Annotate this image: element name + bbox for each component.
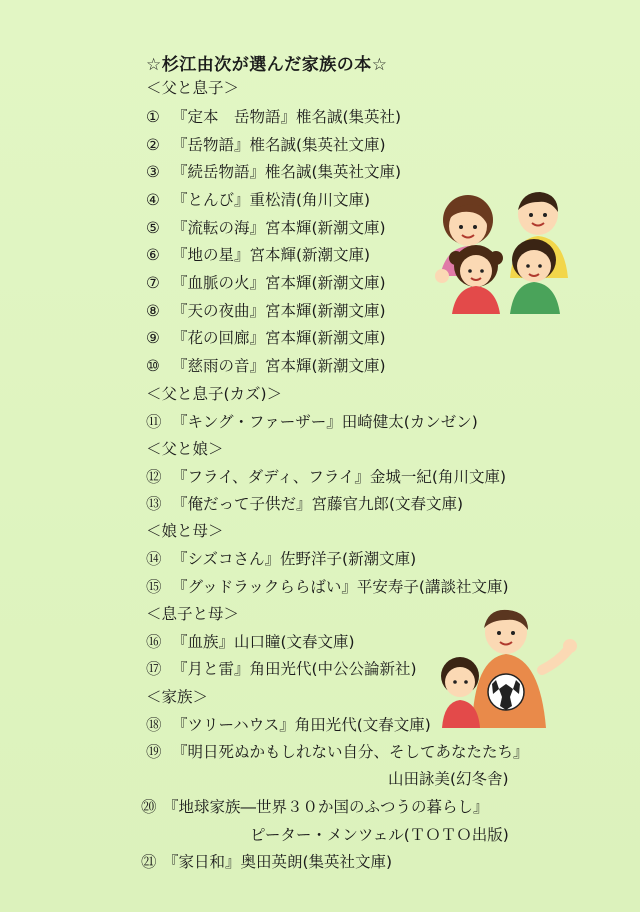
item-text: 『血脈の火』宮本輝(新潮文庫) (172, 274, 386, 292)
book-item-1 (146, 107, 401, 127)
item-number: ⑰ (146, 660, 162, 678)
book-item-2 (146, 135, 386, 155)
child-figure (441, 657, 480, 728)
item-text: 『とんび』重松清(角川文庫) (172, 191, 371, 209)
book-item-19 (146, 742, 529, 762)
item-number: ⑲ (146, 743, 162, 761)
section-header-father-daughter: ＜父と娘＞ (146, 440, 224, 458)
item-number: ⑱ (146, 716, 162, 734)
book-item-13 (146, 494, 463, 514)
section-header-father-son-kazu: ＜父と息子(カズ)＞ (146, 385, 283, 403)
item-number: ⑳ (141, 798, 157, 816)
section-header-family: ＜家族＞ (146, 688, 209, 706)
item-text: 『キング・ファーザー』田崎健太(カンゼン) (172, 413, 478, 431)
book-item-16 (146, 632, 355, 652)
item-number: ⑥ (146, 246, 160, 264)
item-number: ⑭ (146, 550, 162, 568)
item-text: 『慈雨の音』宮本輝(新潮文庫) (172, 357, 386, 375)
book-item-19-author: 山田詠美(幻冬舎) (388, 770, 509, 788)
item-text: 『流転の海』宮本輝(新潮文庫) (172, 219, 386, 237)
item-text: 『地球家族―世界３０か国のふつうの暮らし』 (163, 798, 489, 816)
item-text: 『俺だって子供だ』宮藤官九郎(文春文庫) (172, 495, 464, 513)
item-number: ⑬ (146, 495, 162, 513)
section-header-son-mother: ＜息子と母＞ (146, 605, 240, 623)
item-number: ㉑ (141, 853, 157, 871)
adult-figure (472, 610, 577, 728)
book-item-14 (146, 549, 416, 569)
item-number: ⑨ (146, 329, 160, 347)
book-item-21 (141, 852, 392, 872)
item-number: ③ (146, 163, 160, 181)
item-text: 『定本 岳物語』椎名誠(集英社) (172, 108, 402, 126)
book-item-9 (146, 328, 386, 348)
book-item-20-author: ピーター・メンツェル(ＴＯＴＯ出版) (250, 826, 509, 844)
book-item-18 (146, 715, 431, 735)
item-text: 『岳物語』椎名誠(集英社文庫) (172, 136, 386, 154)
book-item-6 (146, 245, 370, 265)
book-item-12 (146, 467, 506, 487)
item-text: 『ツリーハウス』角田光代(文春文庫) (172, 716, 431, 734)
item-number: ⑧ (146, 302, 160, 320)
item-text: 『家日和』奥田英朗(集英社文庫) (163, 853, 393, 871)
item-number: ⑦ (146, 274, 160, 292)
item-text: 『グッドラックららばい』平安寿子(講談社文庫) (172, 578, 509, 596)
soccer-ball-icon (488, 674, 524, 710)
item-text: 『地の星』宮本輝(新潮文庫) (172, 246, 371, 264)
family-illustration (428, 186, 574, 320)
book-item-10 (146, 356, 386, 376)
item-text: 『シズコさん』佐野洋子(新潮文庫) (172, 550, 417, 568)
section-header-daughter-mother: ＜娘と母＞ (146, 522, 224, 540)
page-title: ☆杉江由次が選んだ家族の本☆ (146, 55, 388, 75)
item-text: 『続岳物語』椎名誠(集英社文庫) (172, 163, 402, 181)
book-item-3 (146, 162, 401, 182)
item-text: 『天の夜曲』宮本輝(新潮文庫) (172, 302, 386, 320)
book-item-11 (146, 412, 478, 432)
girl-figure (435, 245, 503, 314)
item-number: ⑪ (146, 413, 162, 431)
item-number: ⑤ (146, 219, 160, 237)
item-number: ⑯ (146, 633, 162, 651)
book-item-4 (146, 190, 370, 210)
item-number: ② (146, 136, 160, 154)
item-text: 『明日死ぬかもしれない自分、そしてあなたたち』 (172, 743, 529, 761)
item-number: ⑫ (146, 468, 162, 486)
section-header-father-son: ＜父と息子＞ (146, 79, 240, 97)
item-number: ④ (146, 191, 160, 209)
item-number: ① (146, 108, 160, 126)
book-item-20 (141, 797, 489, 817)
item-text: 『フライ、ダディ、フライ』金城一紀(角川文庫) (172, 468, 507, 486)
item-number: ⑮ (146, 578, 162, 596)
item-text: 『血族』山口瞳(文春文庫) (172, 633, 355, 651)
book-item-8 (146, 301, 386, 321)
book-item-7 (146, 273, 386, 293)
book-item-5 (146, 218, 386, 238)
item-text: 『月と雷』角田光代(中公公論新社) (172, 660, 417, 678)
book-item-17 (146, 659, 417, 679)
book-item-15 (146, 577, 509, 597)
item-number: ⑩ (146, 357, 160, 375)
son-mother-illustration (436, 606, 586, 728)
item-text: 『花の回廊』宮本輝(新潮文庫) (172, 329, 386, 347)
